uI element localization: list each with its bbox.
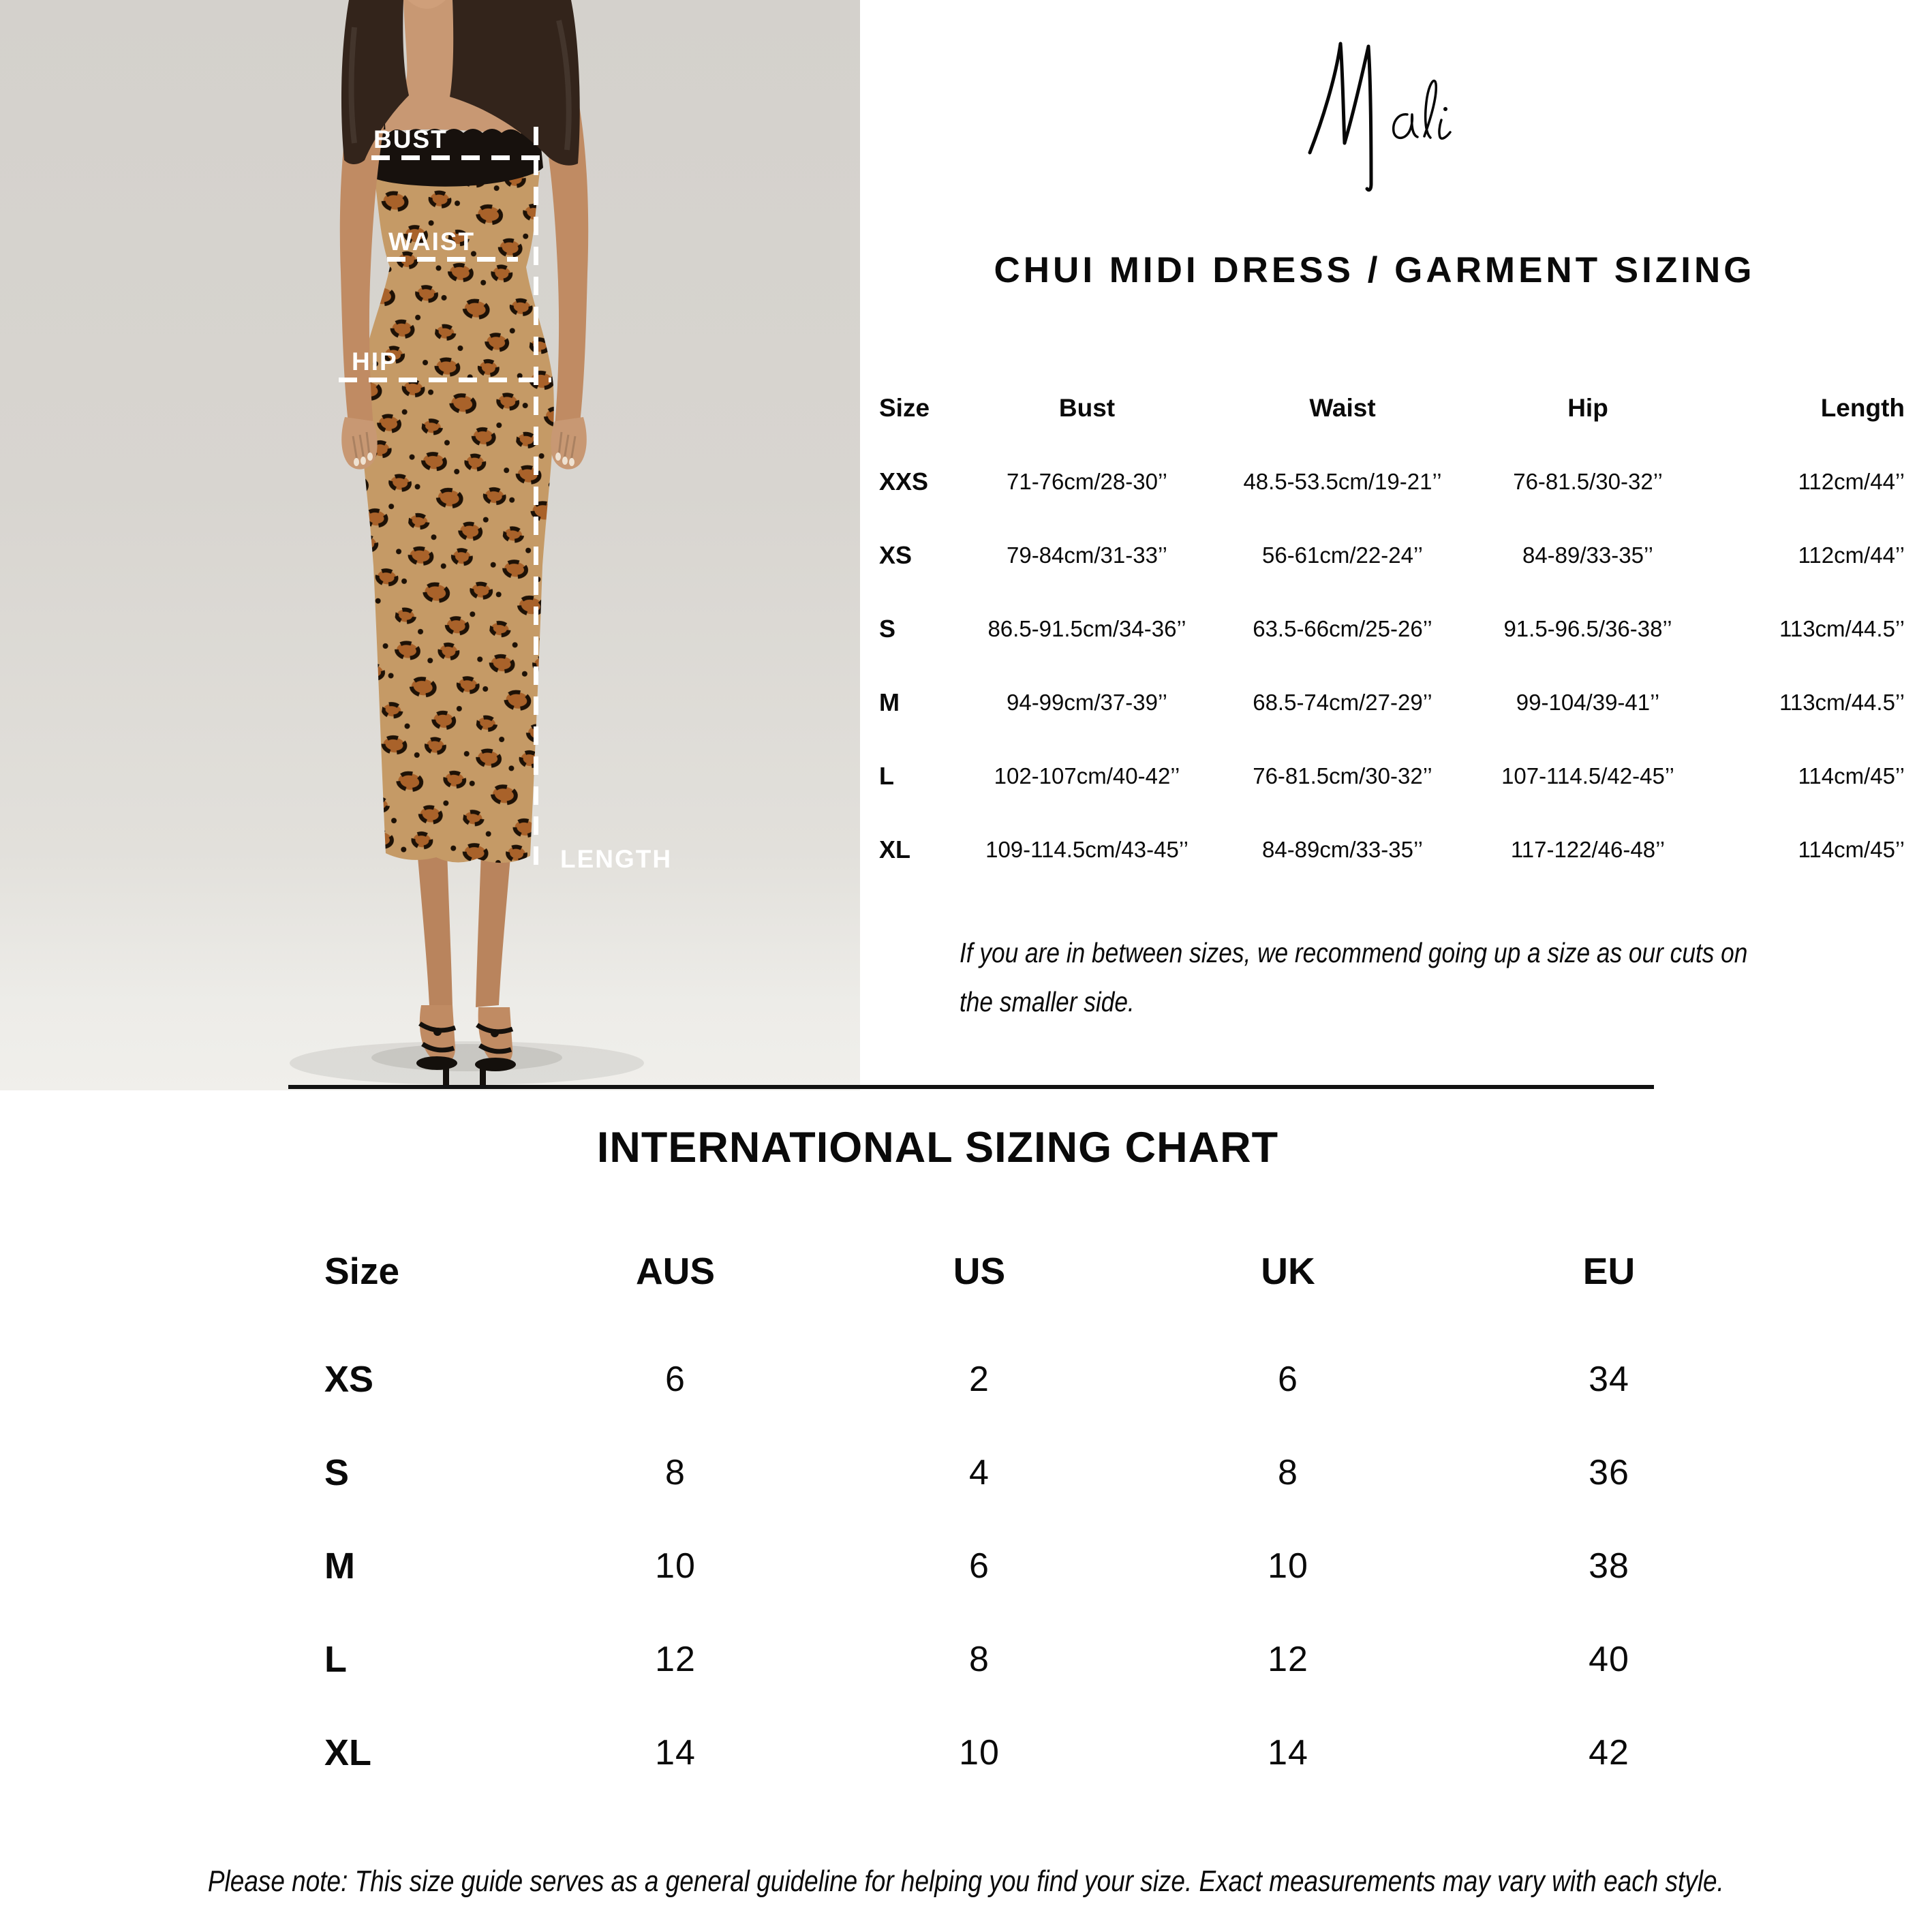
garment-size-table xyxy=(879,371,1905,887)
intl-eu-cell: 40 xyxy=(1589,1639,1629,1679)
bust-line xyxy=(371,155,546,160)
garment-col-header-bust: Bust xyxy=(1058,394,1116,422)
waist-cell: 76-81.5cm/30-32’’ xyxy=(1253,763,1432,788)
length-cell: 112cm/44’’ xyxy=(1798,469,1905,494)
international-size-table xyxy=(324,1210,1772,1799)
hip-cell: 107-114.5/42-45’’ xyxy=(1501,763,1674,788)
hip-label: HIP xyxy=(352,348,398,375)
sizing-note-line: the smaller side. xyxy=(960,986,1135,1017)
size-cell: L xyxy=(879,762,894,790)
intl-eu-cell: 42 xyxy=(1589,1732,1629,1773)
bust-cell: 94-99cm/37-39’’ xyxy=(1006,690,1168,715)
intl-aus-cell: 8 xyxy=(665,1452,686,1492)
hip-cell: 76-81.5/30-32’’ xyxy=(1513,469,1663,494)
intl-size-cell: M xyxy=(324,1545,355,1586)
intl-uk-cell: 12 xyxy=(1268,1639,1308,1679)
intl-us-cell: 6 xyxy=(969,1546,990,1586)
intl-uk-cell: 8 xyxy=(1278,1452,1298,1492)
hip-cell: 91.5-96.5/36-38’’ xyxy=(1503,616,1672,641)
intl-aus-cell: 6 xyxy=(665,1359,686,1399)
length-label: LENGTH xyxy=(560,845,673,873)
hip-cell: 84-89/33-35’’ xyxy=(1522,542,1654,568)
size-cell: S xyxy=(879,615,896,643)
intl-eu-cell: 36 xyxy=(1589,1452,1629,1492)
size-cell: XS xyxy=(879,541,913,569)
waist-cell: 56-61cm/22-24’’ xyxy=(1261,542,1424,568)
page-title: CHUI MIDI DRESS / GARMENT SIZING xyxy=(994,250,1755,290)
model-illustration xyxy=(0,0,860,1090)
bust-cell: 71-76cm/28-30’’ xyxy=(1006,469,1168,494)
intl-col-header-eu: EU xyxy=(1582,1250,1636,1292)
length-cell: 113cm/44.5’’ xyxy=(1779,690,1905,715)
intl-aus-cell: 10 xyxy=(655,1546,696,1586)
international-sizing-title: INTERNATIONAL SIZING CHART xyxy=(596,1124,1279,1171)
garment-col-header-size: Size xyxy=(879,394,930,422)
intl-us-cell: 8 xyxy=(969,1639,990,1679)
intl-us-cell: 4 xyxy=(969,1452,990,1492)
intl-size-cell: S xyxy=(324,1452,350,1493)
length-cell: 114cm/45’’ xyxy=(1798,763,1905,788)
size-cell: M xyxy=(879,688,900,716)
waist-cell: 68.5-74cm/27-29’’ xyxy=(1253,690,1432,715)
intl-eu-cell: 38 xyxy=(1589,1546,1629,1586)
waist-cell: 84-89cm/33-35’’ xyxy=(1261,837,1424,862)
intl-col-header-aus: AUS xyxy=(635,1250,716,1292)
sizing-note xyxy=(960,928,1876,1026)
hip-line xyxy=(339,378,551,382)
bust-cell: 79-84cm/31-33’’ xyxy=(1006,542,1168,568)
length-cell: 114cm/45’’ xyxy=(1798,837,1905,862)
intl-size-cell: XL xyxy=(324,1732,372,1773)
intl-uk-cell: 10 xyxy=(1268,1546,1308,1586)
intl-aus-cell: 14 xyxy=(655,1732,696,1773)
bust-cell: 109-114.5cm/43-45’’ xyxy=(985,837,1189,862)
intl-col-header-us: US xyxy=(953,1250,1006,1292)
intl-uk-cell: 14 xyxy=(1268,1732,1308,1773)
hip-cell: 117-122/46-48’’ xyxy=(1510,837,1666,862)
section-divider xyxy=(288,1085,1654,1089)
length-cell: 112cm/44’’ xyxy=(1798,542,1905,568)
size-cell: XXS xyxy=(879,467,929,495)
waist-label: WAIST xyxy=(388,228,476,256)
length-cell: 113cm/44.5’’ xyxy=(1779,616,1905,641)
intl-col-header-uk: UK xyxy=(1261,1250,1315,1292)
intl-aus-cell: 12 xyxy=(655,1639,696,1679)
intl-size-cell: XS xyxy=(324,1358,374,1400)
length-line xyxy=(534,127,538,876)
garment-col-header-hip: Hip xyxy=(1567,394,1608,422)
garment-col-header-length: Length xyxy=(1820,394,1905,422)
size-cell: XL xyxy=(879,835,911,863)
hip-cell: 99-104/39-41’’ xyxy=(1516,690,1660,715)
waist-line xyxy=(387,257,518,262)
footer-note xyxy=(0,1865,1932,1899)
footer-note-text: Please note: This size guide serves as a general guideline for helping you find your size. Exact measurements may vary with each style. xyxy=(208,1865,1724,1898)
brand-logo xyxy=(1295,31,1520,198)
waist-cell: 48.5-53.5cm/19-21’’ xyxy=(1243,469,1442,494)
intl-col-header-size: Size xyxy=(324,1250,400,1292)
bust-cell: 102-107cm/40-42’’ xyxy=(994,763,1180,788)
waist-cell: 63.5-66cm/25-26’’ xyxy=(1253,616,1432,641)
sizing-note-line: If you are in between sizes, we recommend going up a size as our cuts on xyxy=(960,937,1748,968)
intl-size-cell: L xyxy=(324,1638,347,1680)
intl-us-cell: 10 xyxy=(959,1732,1000,1773)
bust-cell: 86.5-91.5cm/34-36’’ xyxy=(987,616,1186,641)
bust-label: BUST xyxy=(373,125,448,153)
intl-uk-cell: 6 xyxy=(1278,1359,1298,1399)
intl-us-cell: 2 xyxy=(969,1359,990,1399)
garment-col-header-waist: Waist xyxy=(1309,394,1376,422)
intl-eu-cell: 34 xyxy=(1589,1359,1629,1399)
product-photo xyxy=(0,0,860,1090)
